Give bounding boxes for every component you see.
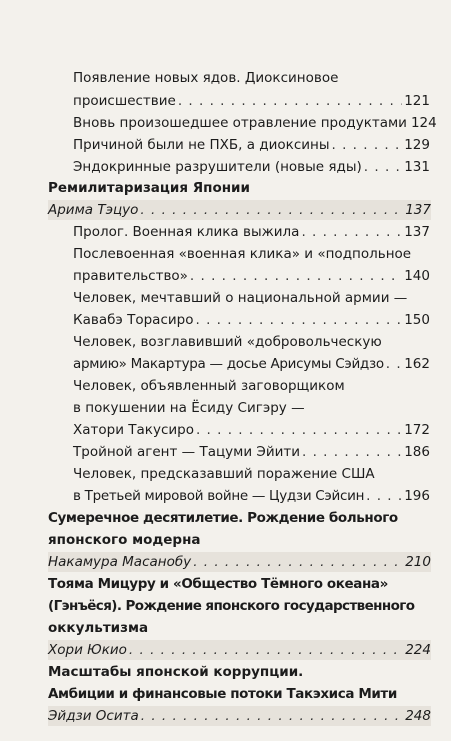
leader-dots [141, 706, 403, 726]
section-title: Сумеречное десятилетие. Рождение больного [48, 510, 398, 526]
toc-entry-text: Появление новых ядов. Диоксиновое [73, 70, 339, 86]
toc-entry [73, 420, 430, 440]
toc-entry-text: Эндокринные разрушители (новые яды) [73, 159, 362, 175]
section-title: (Гэнъёся). Рождение японского государственного [48, 598, 415, 614]
leader-dots [302, 442, 402, 462]
section-title: Амбиции и финансовые потоки Такэхиса Мити [48, 686, 397, 702]
section-title: Ремилитаризация Японии [48, 180, 250, 196]
toc-entry [73, 113, 437, 133]
author-name: Накамура Масанобу [48, 554, 192, 570]
toc-entry [73, 266, 430, 286]
leader-dots [301, 222, 402, 242]
toc-entry-text: в покушении на Ёсиду Сигэру — [73, 400, 305, 416]
page-number: 172 [404, 422, 430, 438]
author-name: Эйдзи Осита [48, 708, 139, 724]
page-number: 129 [404, 137, 430, 153]
page-number: 224 [405, 642, 431, 658]
page-number: 150 [404, 312, 430, 328]
author-entry [48, 640, 431, 660]
page-number: 196 [404, 488, 430, 504]
toc-entry-text: Человек, предсказавший поражение США [73, 466, 375, 482]
page-number: 210 [405, 554, 431, 570]
page-number: 248 [405, 708, 431, 724]
page-number: 162 [404, 356, 430, 372]
toc-entry-text: Вновь произошедшее отравление продуктами [73, 115, 407, 131]
toc-entry [73, 486, 430, 506]
toc-entry-text: в Третьей мировой войне — Цудзи Сэйсин [73, 488, 365, 504]
section-title: Тояма Мицуру и «Общество Тёмного океана» [48, 576, 388, 592]
leader-dots [196, 310, 403, 330]
page-number: 131 [404, 159, 430, 175]
toc-entry-text: Причиной были не ПХБ, а диоксины [73, 137, 330, 153]
toc-entry [73, 222, 430, 242]
toc-entry-text: Человек, мечтавший о национальной армии — [73, 290, 408, 306]
section-title: оккультизма [48, 620, 149, 636]
page-number: 140 [404, 268, 430, 284]
toc-entry [73, 135, 430, 155]
author-entry [48, 200, 431, 220]
toc-entry [73, 442, 430, 462]
leader-dots [364, 157, 402, 177]
page-number: 124 [410, 115, 437, 131]
toc-entry-text: Послевоенная «военная клика» и «подпольное [73, 246, 412, 262]
leader-dots [386, 354, 402, 374]
author-name: Арима Тэцуо [48, 202, 139, 218]
toc-entry-text: Хатори Такусиро [73, 422, 194, 438]
toc-entry-text: Человек, возглавивший «добровольческую [73, 334, 382, 350]
leader-dots [196, 420, 402, 440]
leader-dots [178, 91, 402, 111]
toc-entry-text: происшествие [73, 93, 176, 109]
leader-dots [140, 200, 403, 220]
author-entry [48, 552, 431, 572]
leader-dots [129, 640, 403, 660]
toc-entry [73, 91, 430, 111]
author-entry [48, 706, 431, 726]
toc-entry [73, 157, 430, 177]
toc-entry-text: Человек, объявленный заговорщиком [73, 378, 345, 394]
leader-dots [193, 552, 403, 572]
toc-entry-text: правительство» [73, 268, 188, 284]
section-title: японского модерна [48, 532, 201, 548]
leader-dots [190, 266, 402, 286]
page-number: 137 [404, 224, 430, 240]
toc-entry-text: Пролог. Военная клика выжила [73, 224, 300, 240]
toc-entry [73, 310, 430, 330]
page-number: 186 [404, 444, 430, 460]
page-number: 137 [405, 202, 431, 218]
author-name: Хори Юкио [48, 642, 127, 658]
toc-entry [73, 354, 430, 374]
page-number: 121 [404, 93, 430, 109]
toc-entry-text: Тройной агент — Тацуми Эйити [73, 444, 301, 460]
leader-dots [366, 486, 402, 506]
toc-entry-text: армию» Макартура — досье Арисумы Сэйдзо [73, 356, 384, 372]
leader-dots [332, 135, 403, 155]
section-title: Масштабы японской коррупции. [48, 664, 304, 680]
toc-entry-text: Кавабэ Торасиро [73, 312, 194, 328]
